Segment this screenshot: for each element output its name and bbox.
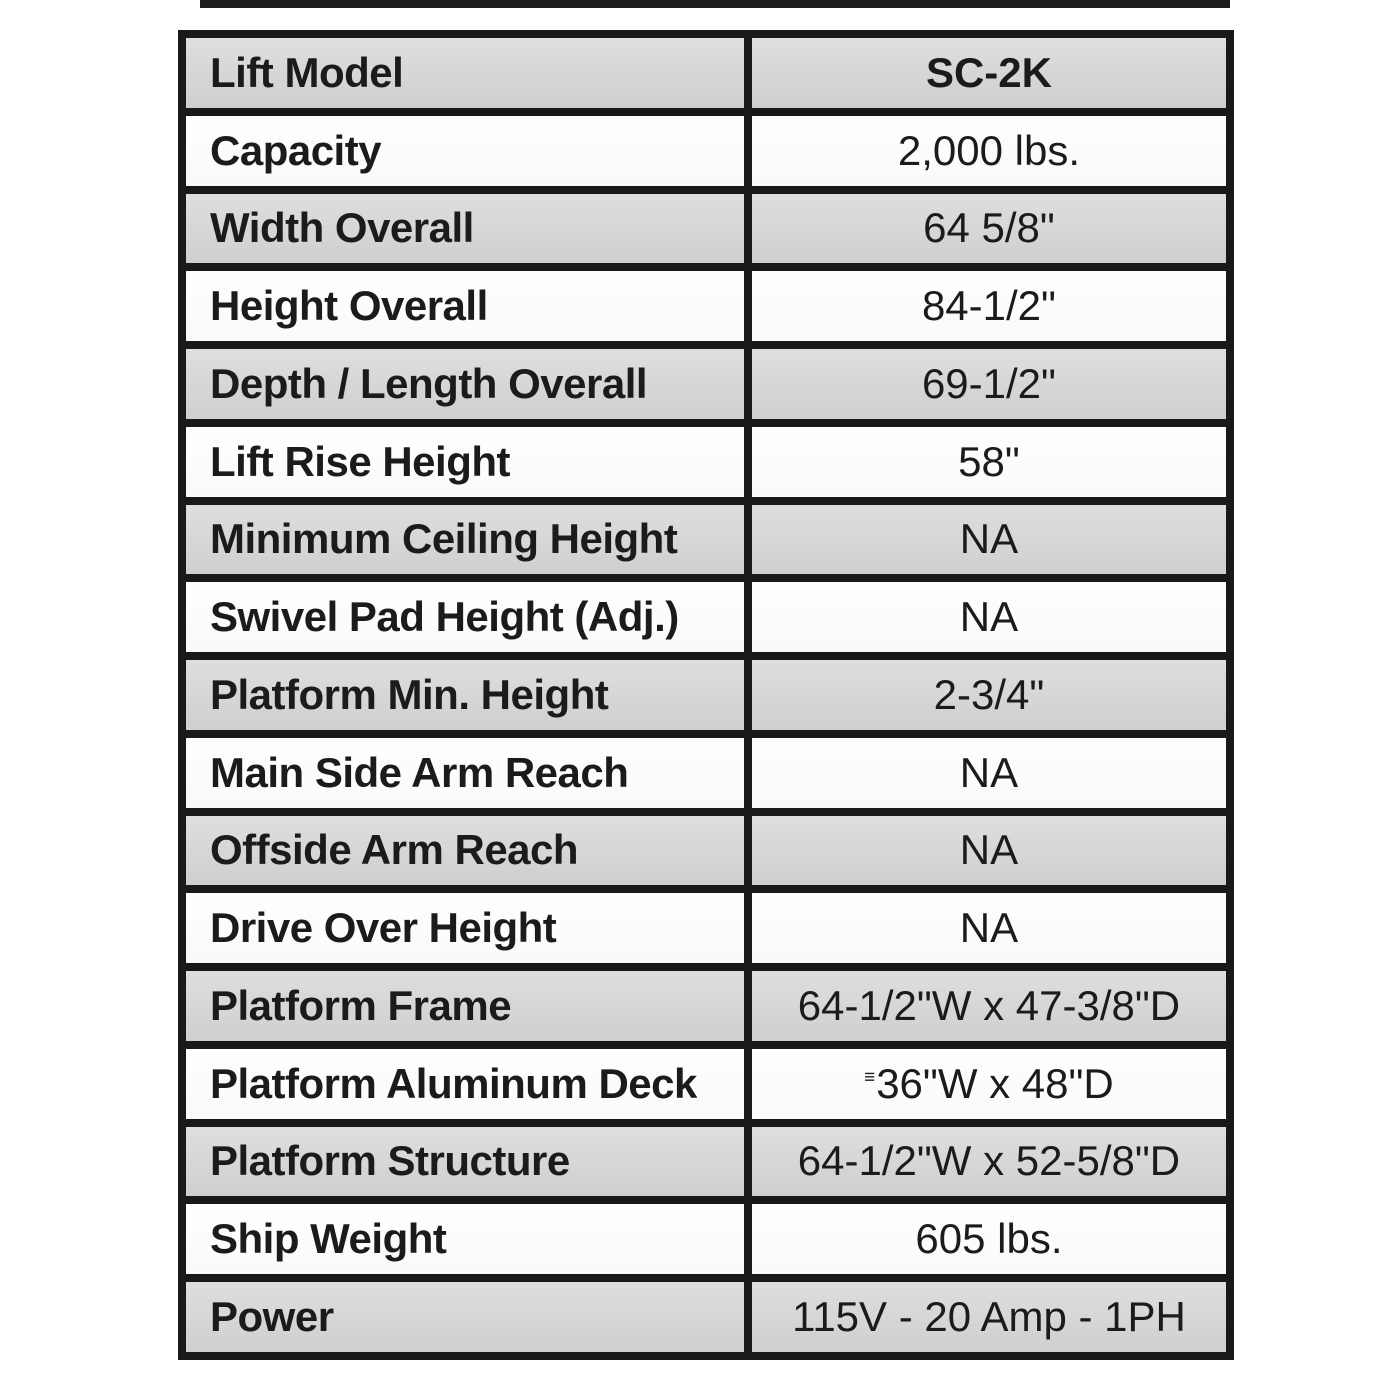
spec-value: NA: [748, 501, 1230, 579]
table-row: [182, 1123, 1230, 1201]
table-row: [182, 345, 1230, 423]
spec-value: 64-1/2"W x 47-3/8"D: [748, 967, 1230, 1045]
spec-label: Width Overall: [182, 190, 748, 268]
spec-value: 605 lbs.: [748, 1200, 1230, 1278]
spec-label: Capacity: [182, 112, 748, 190]
spec-label: Minimum Ceiling Height: [182, 501, 748, 579]
spec-label: Swivel Pad Height (Adj.): [182, 578, 748, 656]
spec-label: Platform Min. Height: [182, 656, 748, 734]
spec-label: Ship Weight: [182, 1200, 748, 1278]
table-row: [182, 578, 1230, 656]
spec-label: Platform Aluminum Deck: [182, 1045, 748, 1123]
spec-table-container: [178, 30, 1234, 1360]
spec-value: 58": [748, 423, 1230, 501]
spec-value: 2,000 lbs.: [748, 112, 1230, 190]
table-row: [182, 501, 1230, 579]
spec-value: 115V - 20 Amp - 1PH: [748, 1278, 1230, 1356]
spec-table: [178, 30, 1234, 1360]
spec-value: NA: [748, 812, 1230, 890]
spec-value: NA: [748, 734, 1230, 812]
spec-table-body: [182, 34, 1230, 1356]
table-row: [182, 190, 1230, 268]
value-superscript-mark: ≡: [864, 1066, 875, 1088]
table-row: [182, 34, 1230, 112]
spec-value: NA: [748, 889, 1230, 967]
spec-value: [748, 1045, 1230, 1123]
table-row: [182, 889, 1230, 967]
spec-label: Power: [182, 1278, 748, 1356]
spec-value: SC-2K: [748, 34, 1230, 112]
spec-value: 64-1/2"W x 52-5/8"D: [748, 1123, 1230, 1201]
table-row: [182, 112, 1230, 190]
spec-value: 2-3/4": [748, 656, 1230, 734]
spec-value: 84-1/2": [748, 267, 1230, 345]
table-row: [182, 734, 1230, 812]
spec-value: NA: [748, 578, 1230, 656]
spec-label: Offside Arm Reach: [182, 812, 748, 890]
spec-label: Platform Frame: [182, 967, 748, 1045]
table-row: [182, 1278, 1230, 1356]
table-row: [182, 267, 1230, 345]
spec-label: Height Overall: [182, 267, 748, 345]
spec-label: Main Side Arm Reach: [182, 734, 748, 812]
spec-label: Drive Over Height: [182, 889, 748, 967]
table-row: [182, 967, 1230, 1045]
value-text: 36"W x 48"D: [876, 1059, 1114, 1107]
table-row: [182, 1200, 1230, 1278]
table-row: [182, 423, 1230, 501]
spec-label: Platform Structure: [182, 1123, 748, 1201]
spec-value: 64 5/8": [748, 190, 1230, 268]
spec-label: Depth / Length Overall: [182, 345, 748, 423]
spec-value: 69-1/2": [748, 345, 1230, 423]
table-row: [182, 656, 1230, 734]
top-partial-bar: [200, 0, 1230, 8]
spec-label: Lift Model: [182, 34, 748, 112]
table-row: [182, 812, 1230, 890]
table-row: [182, 1045, 1230, 1123]
spec-label: Lift Rise Height: [182, 423, 748, 501]
